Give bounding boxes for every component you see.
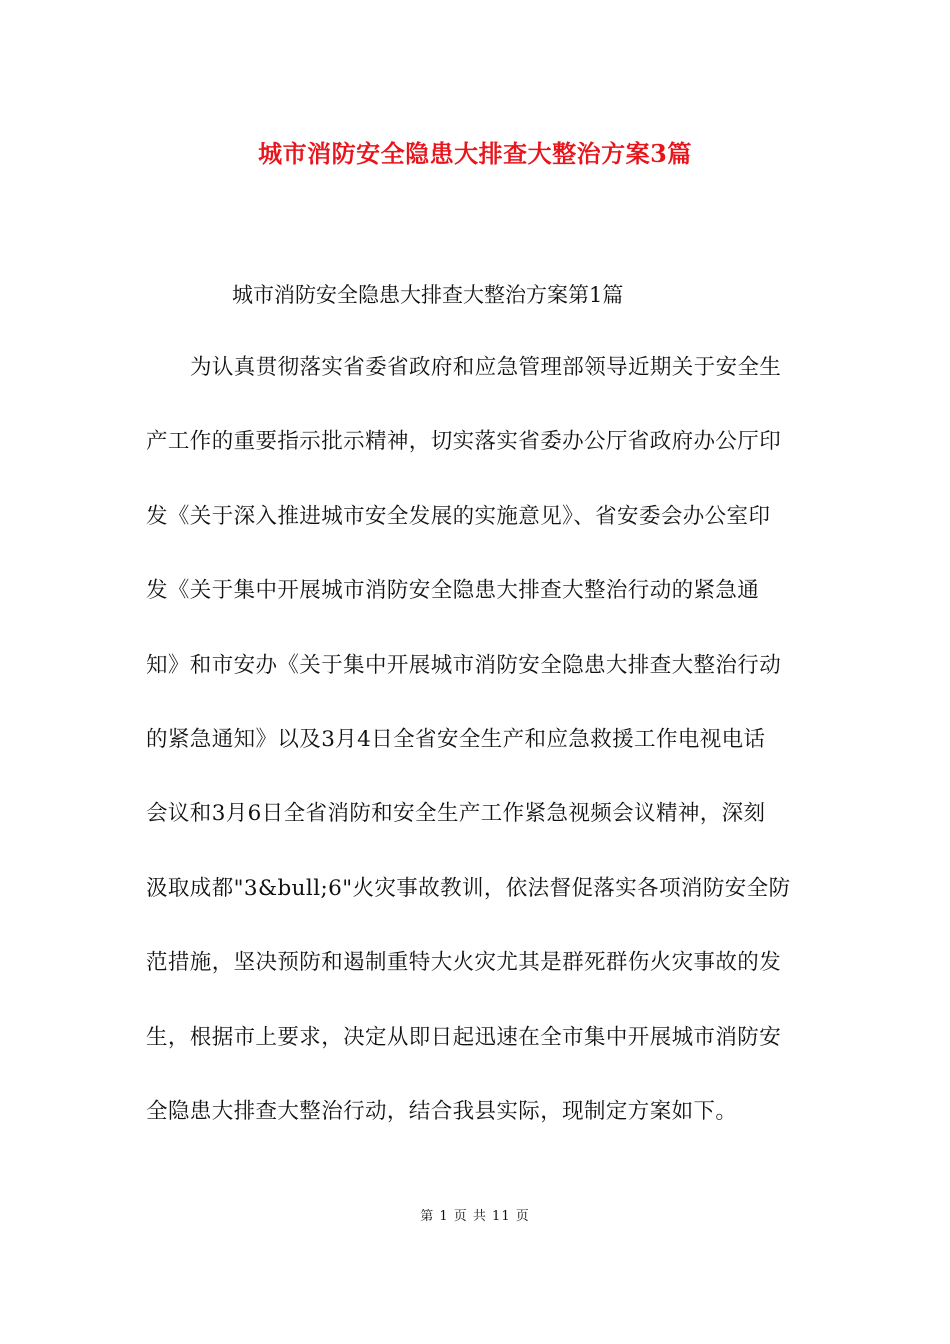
paragraph-line: 发《关于集中开展城市消防安全隐患大排查大整治行动的紧急通 [146, 578, 760, 604]
body-paragraph [146, 348, 806, 1166]
paragraph-line: 为认真贯彻落实省委省政府和应急管理部领导近期关于安全生 [190, 355, 782, 380]
paragraph-line: 汲取成都"3&bull;6"火灾事故教训，依法督促落实各项消防安全防 [146, 875, 791, 901]
paragraph-line: 知》和市安办《关于集中开展城市消防安全隐患大排查大整治行动 [146, 652, 782, 678]
paragraph-line: 全隐患大排查大整治行动，结合我县实际，现制定方案如下。 [146, 1098, 738, 1124]
paragraph-line: 产工作的重要指示批示精神，切实落实省委办公厅省政府办公厅印 [146, 429, 782, 455]
paragraph-line: 生，根据市上要求，决定从即日起迅速在全市集中开展城市消防安 [146, 1024, 782, 1050]
paragraph-line: 范措施，坚决预防和遏制重特大火灾尤其是群死群伤火灾事故的发 [146, 950, 782, 976]
paragraph-line: 的紧急通知》以及3月4日全省安全生产和应急救援工作电视电话 [146, 726, 766, 752]
page-number: 第 1 页 共 11 页 [420, 1209, 530, 1224]
paragraph-line: 发《关于深入推进城市安全发展的实施意见》、省安委会办公室印 [146, 503, 771, 529]
paragraph-line: 会议和3月6日全省消防和安全生产工作紧急视频会议精神，深刻 [146, 801, 766, 827]
document-title: 城市消防安全隐患大排查大整治方案3篇 [258, 139, 692, 168]
section-heading: 城市消防安全隐患大排查大整治方案第1篇 [232, 283, 624, 307]
